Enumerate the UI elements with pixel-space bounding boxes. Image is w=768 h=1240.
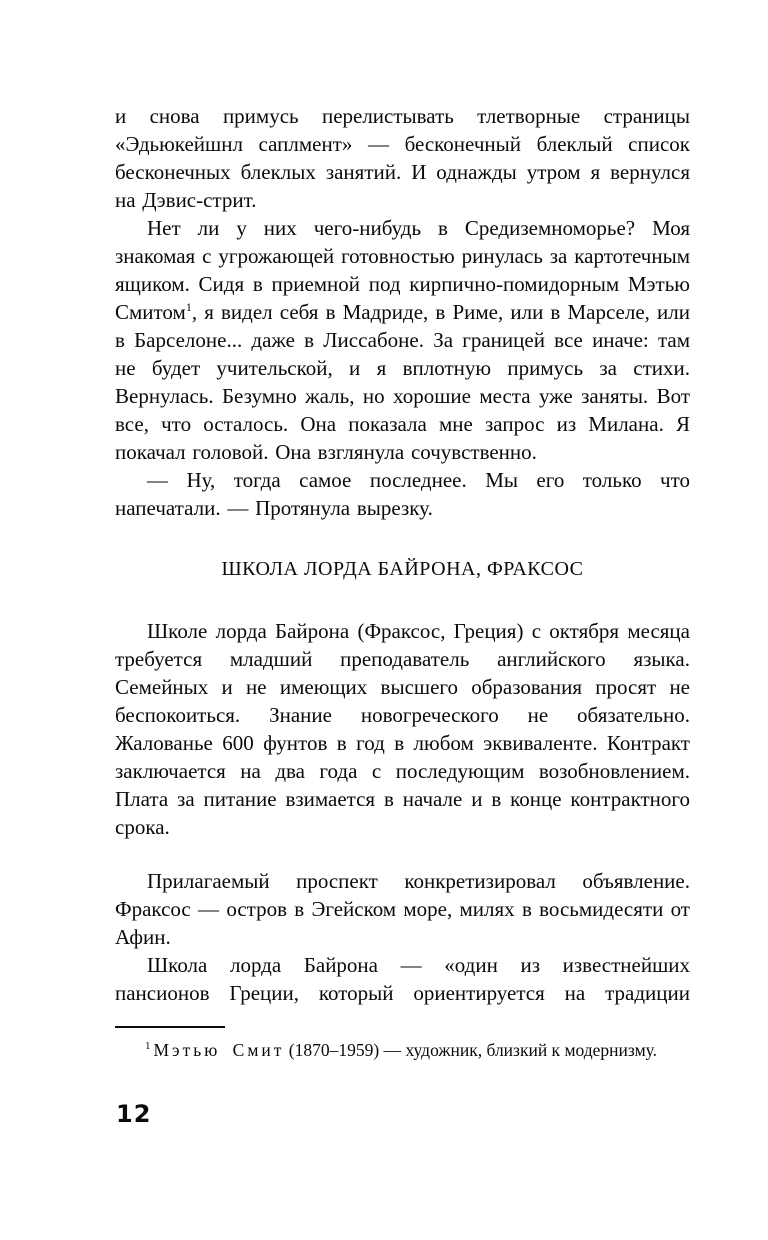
paragraph-advertisement: Школе лорда Байрона (Фраксос, Греция) с октября месяца требуется младший преподаватель английского языка. Семейных и не имеющих высшего образования просят не беспокоиться. Знание новогреческого не обязательно. Жалованье 600 фунтов в год в любом эквиваленте. Контракт заключается на два года с последующим возобновлением. Плата за питание взимается в начале и в конце контрактного срока. — [115, 619, 690, 839]
footnote-reference-marker: 1 — [185, 300, 192, 314]
footnote-marker: 1 — [145, 1040, 151, 1053]
paragraph — [115, 214, 690, 466]
page-number: 12 — [116, 1100, 152, 1128]
page-text-block — [115, 102, 690, 1007]
paragraph-dialogue: — Ну, тогда самое последнее. Мы его только что напечатали. — Протянула вырезку. — [115, 468, 690, 520]
footnote-divider — [115, 1026, 225, 1028]
paragraph-text: , я видел себя в Мадриде, в Риме, или в Марселе, или в Барселоне... даже в Лиссабоне. За границей все иначе: там не будет учительской, и я вплотную примусь за стихи. Вернулась. Безумно жаль, но хорошие места уже заняты. Вот все, что осталось. Она показала мне запрос из Милана. Я покачал головой. Она взглянула сочувственно. — [115, 300, 690, 464]
footnote-text — [115, 1038, 690, 1063]
paragraph: Школа лорда Байрона — «один из известнейших пансионов Греции, который ориентируется на традиции — [115, 953, 690, 1005]
footnote-section — [115, 1026, 690, 1063]
paragraph-continuation: и снова примусь перелистывать тлетворные страницы «Эдьюкейшнл саплмент» — бесконечный блеклый список бесконечных блеклых занятий. И однажды утром я вернулся на Дэвис-стрит. — [115, 104, 690, 212]
footnote-description: (1870–1959) — художник, близкий к модернизму. — [284, 1040, 658, 1060]
footnote-person-name: Мэтью Смит — [153, 1040, 285, 1060]
paragraph: Прилагаемый проспект конкретизировал объявление. Фраксос — остров в Эгейском море, милях в восьмидесяти от Афин. — [115, 869, 690, 949]
section-heading: ШКОЛА ЛОРДА БАЙРОНА, ФРАКСОС — [221, 558, 584, 580]
paragraph-text: Нет ли у них чего-нибудь в Средиземноморье? Моя знакомая с угрожающей готовностью ринулась за картотечным ящиком. Сидя в приемной под кирпично-помидорным Мэтью Смитом — [115, 216, 690, 324]
